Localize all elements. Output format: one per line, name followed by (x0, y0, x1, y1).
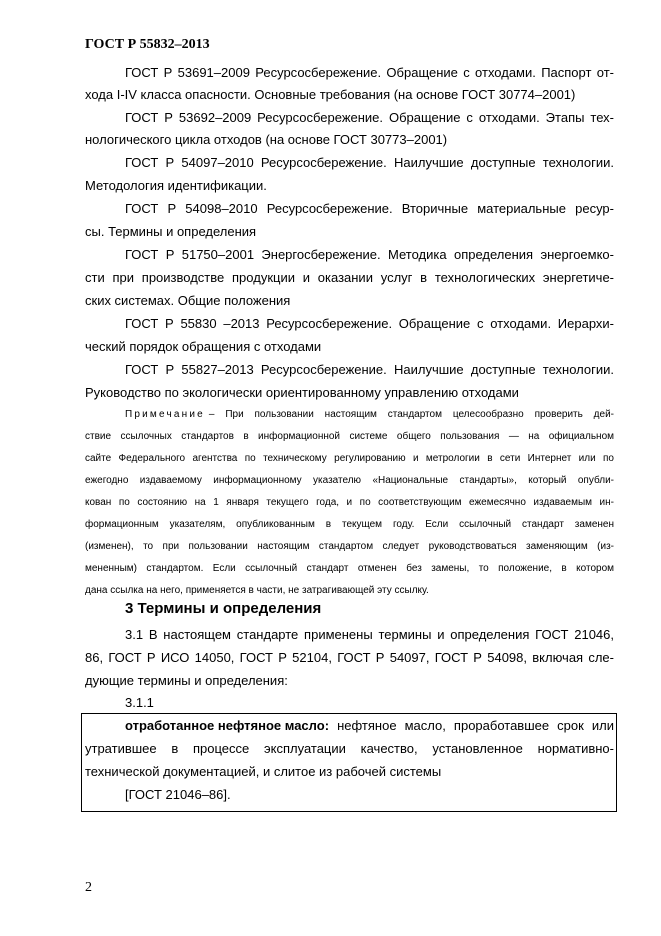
reference-item-line: ГОСТ Р 54098–2010 Ресурсосбережение. Вторичные материальные ресур- (125, 201, 614, 216)
reference-item-line: ГОСТ Р 55830 –2013 Ресурсосбережение. Обращение с отходами. Иерархи- (125, 316, 614, 331)
page-number: 2 (85, 880, 92, 895)
reference-item-line: ческий порядок обращения с отходами (85, 339, 322, 354)
term-definition-first: нефтяное масло, проработавшее срок или (329, 718, 614, 733)
note-line: ежегодно издаваемому информационному указателю «Национальные стандарты», который опубли- (85, 475, 614, 486)
section-title: 3 Термины и определения (125, 600, 322, 617)
section-intro-line: дующие термины и определения: (85, 673, 288, 688)
document-header: ГОСТ Р 55832–2013 (85, 37, 210, 52)
term-definition-line: технической документацией, и слитое из рабочей системы (85, 764, 442, 779)
note-line: формационным указателям, опубликованным в текущем году. Если ссылочный стандарт заменен (85, 519, 614, 530)
note-line: ствие ссылочных стандартов в информационной системе общего пользования — на официальном (85, 431, 614, 442)
note-label: Примечание (125, 409, 205, 420)
note-first-line-text: – При пользовании настоящим стандартом целесообразно проверить дей- (208, 409, 614, 420)
reference-item-line: нологического цикла отходов (на основе ГОСТ 30773–2001) (85, 132, 448, 147)
term-first-line (85, 718, 614, 734)
note-line: кован по состоянию на 1 января текущего года, и по соответствующим ежемесячно издаваемым ин- (85, 497, 614, 508)
reference-item-line: Методология идентификации. (85, 178, 267, 193)
reference-item-line: ГОСТ Р 51750–2001 Энергосбережение. Методика определения энергоемко- (125, 247, 614, 262)
section-intro-line: 86, ГОСТ Р ИСО 14050, ГОСТ Р 52104, ГОСТ Р 54097, ГОСТ Р 54098, включая сле- (85, 650, 614, 665)
reference-item-line: хода I-IV класса опасности. Основные требования (на основе ГОСТ 30774–2001) (85, 87, 576, 102)
term-definition-line: утратившее в процессе эксплуатации качество, установленное нормативно- (85, 741, 614, 756)
reference-item-line: сти при производстве продукции и оказании услуг в технологических энергетиче- (85, 270, 614, 285)
reference-item-line: ГОСТ Р 53691–2009 Ресурсосбережение. Обращение с отходами. Паспорт от- (125, 65, 614, 80)
reference-item-line: ГОСТ Р 55827–2013 Ресурсосбережение. Наилучшие доступные технологии. (125, 362, 614, 377)
note-first-line (85, 408, 614, 421)
reference-item-line: ГОСТ Р 54097–2010 Ресурсосбережение. Наилучшие доступные технологии. (125, 155, 614, 170)
clause-number: 3.1.1 (125, 695, 154, 710)
reference-item-line: Руководство по экологически ориентированному управлению отходами (85, 385, 519, 400)
section-intro-line: 3.1 В настоящем стандарте применены термины и определения ГОСТ 21046, (125, 627, 614, 642)
term-source: [ГОСТ 21046–86]. (125, 787, 231, 802)
reference-item-line: ГОСТ Р 53692–2009 Ресурсосбережение. Обращение с отходами. Этапы тех- (125, 110, 614, 125)
note-line: дана ссылка на него, применяется в части, не затрагивающей эту ссылку. (85, 585, 429, 596)
reference-item-line: ских системах. Общие положения (85, 293, 291, 308)
note-line: мененным) стандартом. Если ссылочный стандарт отменен без замены, то положение, в котором (85, 563, 614, 574)
note-line: сайте Федерального агентства по техническому регулированию и метрологии в сети Интернет или по (85, 453, 614, 464)
term-name: отработанное нефтяное масло: (125, 718, 330, 733)
note-line: (изменен), то при пользовании настоящим стандартом следует руководствоваться заменяющим (из- (85, 541, 614, 552)
reference-item-line: сы. Термины и определения (85, 224, 257, 239)
